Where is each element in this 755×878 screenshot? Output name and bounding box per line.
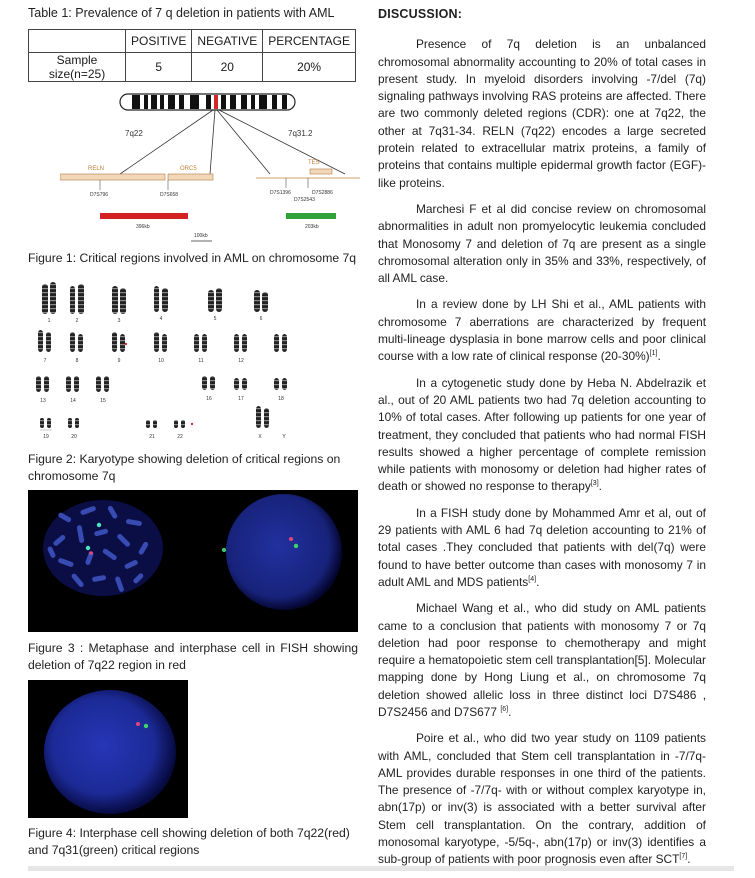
scale-label: 100kb: [194, 233, 208, 239]
chromosome-label: 21: [149, 434, 155, 440]
citation-ref: [1]: [649, 350, 658, 358]
table-empty-cell: [29, 30, 126, 53]
tes-gene-bar: [310, 169, 332, 174]
prevalence-table: [28, 29, 356, 82]
marker-label-d7s2886: D7S2886: [312, 190, 333, 196]
fish-metaphase-image: [28, 490, 358, 632]
chromosome-label: 10: [158, 358, 164, 364]
paragraph-text: Michael Wang et al., who did study on AML patients came to a conclusion that patients with monosomy 7 or 7q deletion had poor response to chemotherapy and might require a hematopoietic stem cell transplantation[5]. Molecular mapping done by Hong Liung et al., on chromosome 7q deletion showed allelic loss in three distinct loci D7S486 , D7S2456 and D7S677: [378, 601, 706, 719]
figure-2-caption: Figure 2: Karyotype showing deletion of critical regions on chromosome 7q: [28, 452, 341, 483]
chromosome-label: 11: [198, 358, 204, 364]
karyotype-figure: [28, 278, 296, 443]
chromosome-label: 18: [278, 396, 284, 402]
chromosome-label: X: [258, 434, 262, 440]
band-label-7q31: 7q31.2: [288, 129, 313, 138]
chromosome-label: 15: [100, 398, 106, 404]
chromosome-label: 5: [213, 316, 217, 322]
table-header-cell: POSITIVE: [126, 30, 192, 53]
chromosome-label: 22: [177, 434, 183, 440]
discussion-section: [378, 6, 706, 878]
paragraph-text: In a review done by LH Shi et al., AML patients with chromosome 7 aberrations are characterized by frequent multi-lineage dysplasia in bone marrow cells and poor clinical course with a low rate of clinical response (20-30%): [378, 297, 706, 364]
paragraph-text: Poire et al., who did two year study on 1109 patients with AML, concluded that Stem cell transplantation in -7/7q-AML provides durable responses in one third of the patients. The presence of -7/7q- with or without complex karyotype in, abn(17p) or inv(3) is associated with a better survival after Stem cell transplantation. On the contrary, addition of monosomal karyotype, -5/5q-, abn(17p) or inv(3) identifies a sub-group of patients with poor prognosis even after SCT: [378, 731, 706, 867]
table-cell: 5: [126, 53, 192, 82]
section-heading: DISCUSSION:: [378, 7, 463, 21]
citation-ref: [3]: [590, 480, 599, 488]
chromosome-label: 19: [43, 434, 49, 440]
chromosome-map-figure: [60, 86, 360, 244]
chromosome-label: 6: [259, 316, 263, 322]
chromosome-label: 20: [71, 434, 77, 440]
chromosome-label: 9: [117, 358, 121, 364]
table-caption: Table 1: Prevalence of 7 q deletion in patients with AML: [28, 6, 335, 20]
table-header-cell: PERCENTAGE: [263, 30, 356, 53]
discussion-paragraph: In a FISH study done by Mohammed Amr et al, out of 29 patients with AML 6 had 7q deletion accounting to 21% of total cases .They concluded that patients with del(7q) were found to have better outcome than cases with monosomy 7 in adult AML and MDS patients[4].: [378, 505, 706, 589]
table-row-label: Sample size(n=25): [29, 53, 126, 82]
chromosome-label: 12: [238, 358, 244, 364]
marker-label-d7s658: D7S658: [160, 192, 179, 198]
figure-3-caption: Figure 3 : Metaphase and interphase cell in FISH showing deletion of 7q22 region in red: [28, 641, 358, 672]
deleted-region-right: [286, 213, 336, 219]
chromosome-label: Y: [282, 434, 286, 440]
table-cell: 20: [192, 53, 263, 82]
reln-gene-bar: [60, 174, 165, 180]
table-header-row: [29, 30, 356, 53]
citation-ref: [4]: [528, 575, 537, 583]
gene-label-orc5: ORC5: [180, 166, 197, 172]
chromosome-label: 3: [117, 318, 121, 324]
discussion-paragraph: In a review done by LH Shi et al., AML patients with chromosome 7 aberrations are characterized by frequent multi-lineage dysplasia in bone marrow cells and poor clinical course with a low rate of clinical response (20-30%)[1].: [378, 297, 706, 364]
gene-label-tes: TES: [308, 160, 320, 166]
chromosome-label: 16: [206, 396, 212, 402]
discussion-paragraph: Presence of 7q deletion is an unbalanced chromosomal abnormality accounting to 20% of total cases in present study. In myeloid disorders involving -7/del (7q) signaling pathways involving RAS proteins are affected. There are two commonly deleted regions (CDR): one at 7q22, the other at 7q31-34. RELN (7q22) encodes a large secreted protein related to extracellular matrix proteins, a family of proteins that contains multiple epidermal growth factor (EGF)-like proteins.: [378, 37, 706, 190]
marker-label-d7s2543: D7S2543: [294, 197, 315, 203]
chromosome-label: 14: [70, 398, 76, 404]
figure-1-caption: Figure 1: Critical regions involved in AML on chromosome 7q: [28, 251, 357, 265]
chromosome-label: 4: [159, 316, 163, 322]
orc5-gene-bar: [168, 174, 213, 180]
table-row: [29, 53, 356, 82]
deleted-region-left: [100, 213, 188, 219]
discussion-paragraph: In a cytogenetic study done by Heba N. Abdelrazik et al., out of 20 AML patients two had 7q deletion accounting to 10% of total cases. After following up patients for one year of treatment, they concluded that patients who had normal FISH results showed a higher percentage of complete remission while patients with monosomy or deletion had higher rates of death or showed no response to therapy[3].: [378, 375, 706, 494]
deleted-size-right: 203kb: [305, 224, 319, 230]
page-footer-rule: [28, 866, 734, 871]
table-header-cell: NEGATIVE: [192, 30, 263, 53]
chromosome-label: 7: [43, 358, 47, 364]
marker-label-d7s796: D7S796: [90, 192, 109, 198]
marker-label-d7s1396: D7S1396: [270, 190, 291, 196]
discussion-paragraph: Poire et al., who did two year study on 1109 patients with AML, concluded that Stem cell transplantation in -7/7q-AML provides durable responses in one third of the patients. The presence of -7/7q- with or without complex karyotype in, abn(17p) or inv(3) is associated with a better survival after Stem cell transplantation. On the contrary, addition of monosomal karyotype, -5/5q-, abn(17p) or inv(3) identifies a sub-group of patients with poor prognosis even after SCT[7].: [378, 731, 706, 867]
chromosome-label: 17: [238, 396, 244, 402]
citation-ref: [6]: [500, 706, 509, 714]
figure-4-caption: Figure 4: Interphase cell showing deletion of both 7q22(red) and 7q31(green) critical regions: [28, 826, 350, 857]
fish-interphase-image: [28, 680, 188, 818]
citation-ref: [7]: [679, 853, 688, 861]
gene-label-reln: RELN: [88, 166, 105, 172]
table-cell: 20%: [263, 53, 356, 82]
chromosome-label: 1: [47, 318, 51, 324]
band-label-7q22: 7q22: [125, 129, 143, 138]
paragraph-text: In a FISH study done by Mohammed Amr et al, out of 29 patients with AML 6 had 7q deletion accounting to 21% of total cases .They concluded that patients with del(7q) were found to have better outcome than cases with monosomy 7 in adult AML and MDS patients: [378, 505, 706, 589]
paragraph-text: In a cytogenetic study done by Heba N. Abdelrazik et al., out of 20 AML patients two had 7q deletion accounting to 10% of total cases. After following up patients for one year of treatment, they concluded that patients who had normal FISH results showed a higher percentage of complete remission while patients with monosomy or deletion had higher rates of death or showed no response to therapy: [378, 375, 706, 494]
chromosome-label: 2: [75, 318, 79, 324]
discussion-paragraph: Michael Wang et al., who did study on AML patients came to a conclusion that patients with monosomy 7 or 7q deletion had poor response to chemotherapy and might require a hematopoietic stem cell transplantation[5]. Molecular mapping done by Hong Liung et al., on chromosome 7q deletion showed allelic loss in three distinct loci D7S486 , D7S2456 and D7S677 [6].: [378, 601, 706, 719]
chromosome-ideogram: [120, 94, 295, 110]
deleted-size-left: 396kb: [136, 224, 150, 230]
chromosome-label: 13: [40, 398, 46, 404]
discussion-paragraph: Marchesi F et al did concise review on chromosomal abnormalities in adult non promyelocytic leukemia concluded that Monosomy 7 and deletion of 7q are present as a single chromosomal alteration only in 35% and 33%, respectively, of all AML case.: [378, 201, 706, 286]
chromosome-label: 8: [75, 358, 79, 364]
